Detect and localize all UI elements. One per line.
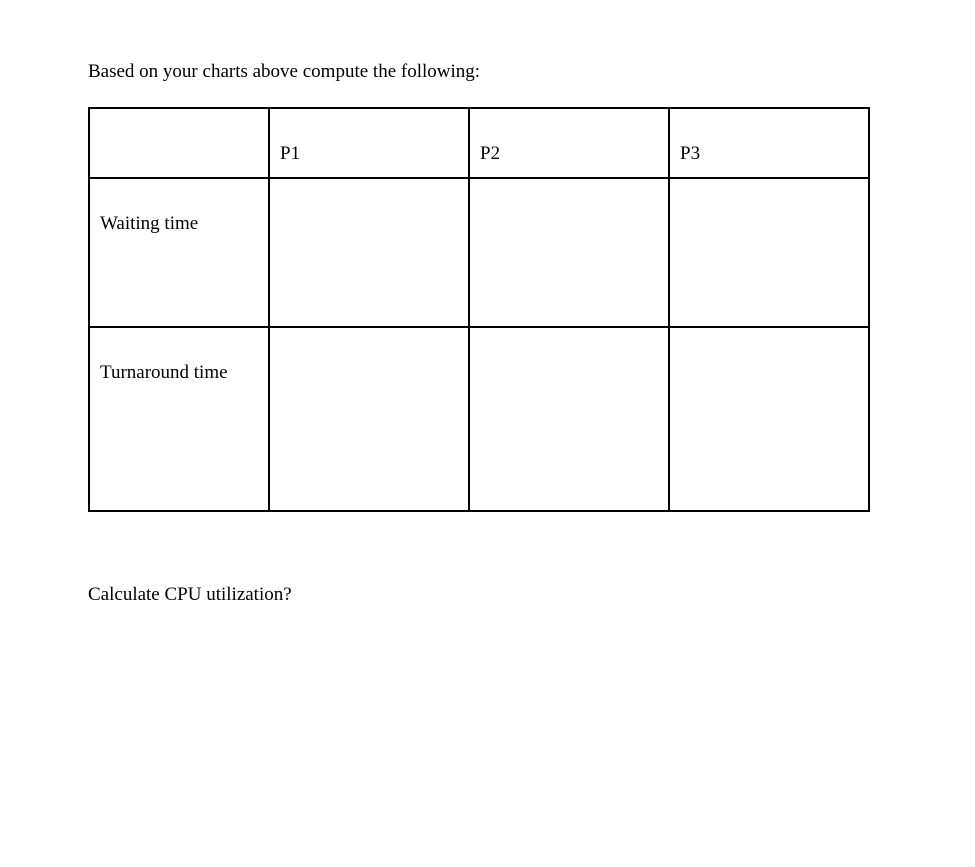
header-cell-p1: P1	[269, 108, 469, 178]
row-label-waiting-time: Waiting time	[89, 178, 269, 327]
table-row-waiting-time	[89, 178, 869, 327]
turnaround-time-p3-cell[interactable]	[669, 327, 869, 511]
table-row-turnaround-time	[89, 327, 869, 511]
waiting-time-p3-cell[interactable]	[669, 178, 869, 327]
turnaround-time-p1-cell[interactable]	[269, 327, 469, 511]
header-cell-corner	[89, 108, 269, 178]
computation-table	[88, 107, 870, 512]
table-header-row	[89, 108, 869, 178]
cpu-utilization-question: Calculate CPU utilization?	[88, 584, 292, 605]
intro-text: Based on your charts above compute the following:	[88, 61, 481, 82]
turnaround-time-p2-cell[interactable]	[469, 327, 669, 511]
header-cell-p2: P2	[469, 108, 669, 178]
waiting-time-p2-cell[interactable]	[469, 178, 669, 327]
header-cell-p3: P3	[669, 108, 869, 178]
waiting-time-p1-cell[interactable]	[269, 178, 469, 327]
row-label-turnaround-time: Turnaround time	[89, 327, 269, 511]
